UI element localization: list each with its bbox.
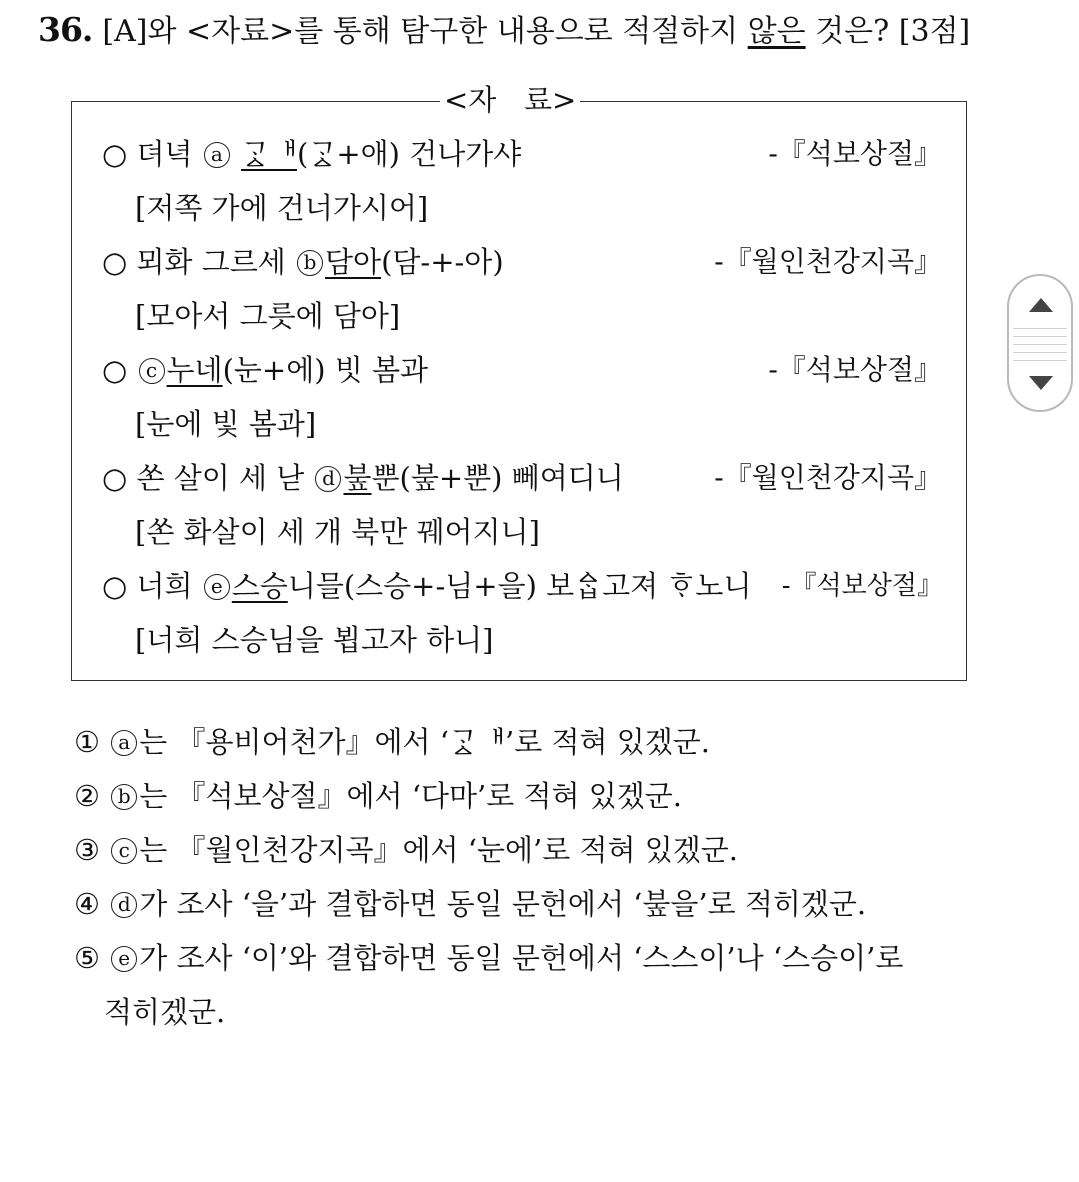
marker-c: c xyxy=(139,358,165,384)
grip-line xyxy=(1013,352,1067,353)
material-entry: ○ c 누네(눈+에) 빗 봄과 xyxy=(102,353,428,387)
option-1[interactable]: ① a 는 『용비어천가』에서 ‘ᄀᆞᇫᅢ’로 적혀 있겠군. xyxy=(74,725,710,759)
source-citation: -『석보상절』 xyxy=(781,571,943,601)
target-word: 담아 xyxy=(325,245,382,279)
marker-e: e xyxy=(204,574,230,600)
material-entry: ○ 쏜 살이 세 낟 d 붚뿐(붚+뿐) 뻬여디니 xyxy=(102,461,624,495)
translation: [눈에 빛 봄과] xyxy=(135,407,317,441)
target-word: 누네 xyxy=(166,353,223,387)
marker-b: b xyxy=(297,250,323,276)
target-word: ᄀᆞᇫᅢ xyxy=(241,137,298,171)
option-5[interactable]: ⑤ e 가 조사 ‘이’와 결합하면 동일 문헌에서 ‘스스이’나 ‘스승이’로 xyxy=(74,941,904,975)
question-emphasis: 않은 xyxy=(747,14,806,49)
option-3[interactable]: ③ c 는 『월인천강지곡』에서 ‘눈에’로 적혀 있겠군. xyxy=(74,833,738,867)
material-title: <자 료> xyxy=(440,82,580,118)
grip-line xyxy=(1013,360,1067,361)
question-number: 36. xyxy=(38,10,93,49)
question-title xyxy=(38,6,970,50)
source-citation: -『월인천강지곡』 xyxy=(714,245,942,278)
marker-d: d xyxy=(315,466,341,492)
triangle-up-icon[interactable] xyxy=(1029,298,1053,312)
material-entry: ○ 뎌녁 a ᄀᆞᇫᅢ(ᄀᆞᇫ+애) 건나가샤 xyxy=(102,137,522,171)
option-2[interactable]: ② b 는 『석보상절』에서 ‘다마’로 적혀 있겠군. xyxy=(74,779,682,813)
triangle-down-icon[interactable] xyxy=(1029,376,1053,390)
target-word: 스승 xyxy=(231,569,288,603)
source-citation: -『월인천강지곡』 xyxy=(714,461,942,494)
option-5-continuation: 적히겠군. xyxy=(104,995,226,1029)
scroll-control[interactable] xyxy=(1007,274,1073,412)
option-4[interactable]: ④ d 가 조사 ‘을’과 결합하면 동일 문헌에서 ‘붚을’로 적히겠군. xyxy=(74,887,867,921)
grip-line xyxy=(1013,328,1067,329)
grip-line xyxy=(1013,336,1067,337)
grip-line xyxy=(1013,344,1067,345)
translation: [너희 스승님을 뵙고자 하니] xyxy=(135,623,494,657)
question-text-end: 것은? [3점] xyxy=(805,14,971,49)
marker-a: a xyxy=(204,142,230,168)
source-citation: -『석보상절』 xyxy=(768,137,942,170)
translation: [쏜 화살이 세 개 북만 꿰어지니] xyxy=(135,515,540,549)
translation: [저쪽 가에 건너가시어] xyxy=(135,191,429,225)
question-text: [A]와 <자료>를 통해 탐구한 내용으로 적절하지 xyxy=(102,14,748,49)
translation: [모아서 그릇에 담아] xyxy=(135,299,401,333)
source-citation: -『석보상절』 xyxy=(768,353,942,386)
target-word: 붚 xyxy=(343,461,372,495)
material-entry: ○ 뫼화 그르세 b 담아(담-+-아) xyxy=(102,245,504,279)
material-entry: ○ 너희 e 스승니믈(스승+-님+을) 보ᅀᆞᆸ고져 ᄒᆞ노니 xyxy=(102,569,752,603)
